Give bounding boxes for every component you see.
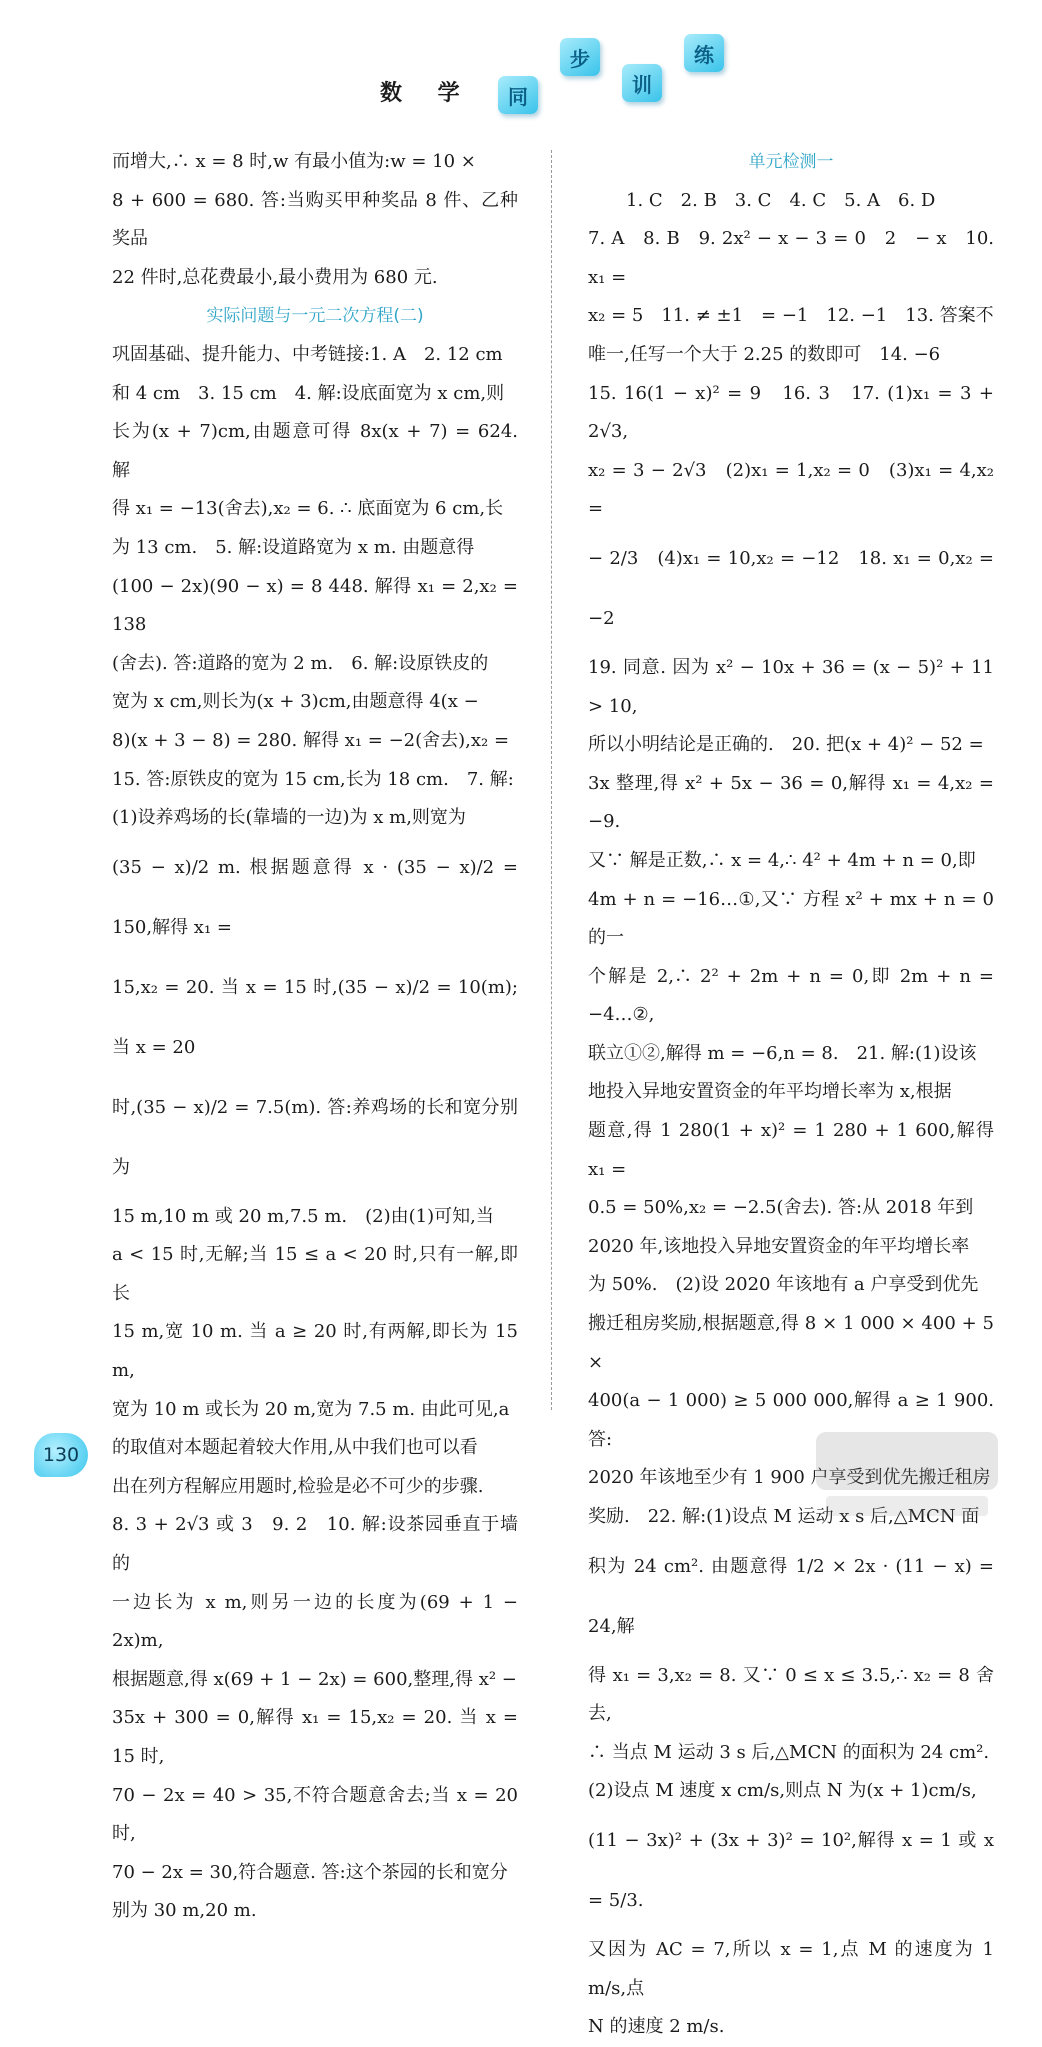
text-line: 个解是 2,∴ 2² + 2m + n = 0,即 2m + n = −4…②, xyxy=(588,965,1000,1026)
left-column xyxy=(112,143,536,1931)
text-line: x₂ = 3 − 2√3 (2)x₁ = 1,x₂ = 0 (3)x₁ = 4,x₂ = xyxy=(588,459,1000,520)
text-line: 15 m,10 m 或 20 m,7.5 m. (2)由(1)可知,当 xyxy=(112,1205,494,1227)
text-line: ∴ 当点 M 运动 3 s 后,△MCN 的面积为 24 cm². xyxy=(588,1741,990,1763)
text-line: 奖励. 22. 解:(1)设点 M 运动 x s 后,△MCN 面 xyxy=(588,1506,980,1527)
text-line: 400(a − 1 000) ≥ 5 000 000,解得 a ≥ 1 900. 答: xyxy=(588,1390,1000,1450)
text-line: 出在列方程解应用题时,检验是必不可少的步骤. xyxy=(112,1475,484,1497)
text-line: 唯一,任写一个大于 2.25 的数即可 14. −6 xyxy=(588,343,941,365)
text-line: 联立①②,解得 m = −6,n = 8. 21. 解:(1)设该 xyxy=(588,1042,977,1064)
page-number: 130 xyxy=(34,1433,88,1477)
text-line: 为 13 cm. 5. 解:设道路宽为 x m. 由题意得 xyxy=(112,536,475,558)
text-line: 19. 同意. 因为 x² − 10x + 36 = (x − 5)² + 11 > 10, xyxy=(588,656,1000,717)
text-line: x₂ = 5 11. ≠ ±1 = −1 12. −1 13. 答案不 xyxy=(588,305,994,327)
watermark-logo xyxy=(812,1426,1002,1522)
right-column xyxy=(588,143,1000,2047)
text-line: 一边长为 x m,则另一边的长度为(69 + 1 − 2x)m, xyxy=(112,1591,524,1652)
section-title: 实际问题与一元二次方程(二) xyxy=(206,306,424,327)
text-line: 得 x₁ = −13(舍去),x₂ = 6. ∴ 底面宽为 6 cm,长 xyxy=(112,498,504,520)
text-line: 1. C 2. B 3. C 4. C 5. A 6. D xyxy=(626,189,936,211)
text-line: (11 − 3x)² + (3x + 3)² = 10²,解得 x = 1 或 x = 5/3. xyxy=(588,1829,1000,1911)
text-line: (100 − 2x)(90 − x) = 8 448. 解得 x₁ = 2,x₂ = 138 xyxy=(112,575,524,636)
text-line: 70 − 2x = 40 > 35,不符合题意舍去;当 x = 20 时, xyxy=(112,1784,524,1845)
text-line: 宽为 x cm,则长为(x + 3)cm,由题意得 4(x − xyxy=(112,691,479,713)
text-line: − 2/3 (4)x₁ = 10,x₂ = −12 18. x₁ = 0,x₂ = −2 xyxy=(588,547,1000,629)
section-title: 单元检测一 xyxy=(748,152,834,172)
text-line: N 的速度 2 m/s. xyxy=(588,2016,725,2038)
tile-xun: 训 xyxy=(622,64,662,102)
text-line: 地投入异地安置资金的年平均增长率为 x,根据 xyxy=(588,1081,952,1103)
tile-lian: 练 xyxy=(684,34,724,72)
text-line: 8. 3 + 2√3 或 3 9. 2 10. 解:设茶园垂直于墙的 xyxy=(112,1514,518,1575)
text-line: 4m + n = −16…①,又∵ 方程 x² + mx + n = 0 的一 xyxy=(588,888,1000,949)
text-line: 又∵ 解是正数,∴ x = 4,∴ 4² + 4m + n = 0,即 xyxy=(588,849,976,871)
text-line: 3x 整理,得 x² + 5x − 36 = 0,解得 x₁ = 4,x₂ = −9. xyxy=(588,772,1000,833)
text-line: 长为(x + 7)cm,由题意可得 8x(x + 7) = 624. 解 xyxy=(112,421,536,481)
text-line: (2)设点 M 速度 x cm/s,则点 N 为(x + 1)cm/s, xyxy=(588,1780,977,1802)
text-line: 15 m,宽 10 m. 当 a ≥ 20 时,有两解,即长为 15 m, xyxy=(112,1321,524,1382)
text-line: 8 + 600 = 680. 答:当购买甲种奖品 8 件、乙种奖品 xyxy=(112,189,518,250)
text-line: 15. 答:原铁皮的宽为 15 cm,长为 18 cm. 7. 解: xyxy=(112,768,514,790)
tile-bu: 步 xyxy=(560,38,600,76)
text-line: 2020 年该地至少有 1 900 户享受到优先搬迁租房 xyxy=(588,1467,991,1489)
text-line: 15. 16(1 − x)² = 9 16. 3 17. (1)x₁ = 3 + 2√3, xyxy=(588,382,1000,443)
text-line: 得 x₁ = 3,x₂ = 8. 又∵ 0 ≤ x ≤ 3.5,∴ x₂ = 8 舍去, xyxy=(588,1664,994,1725)
text-line: 为 50%. (2)设 2020 年该地有 a 户享受到优先 xyxy=(588,1274,979,1296)
text-line: 和 4 cm 3. 15 cm 4. 解:设底面宽为 x cm,则 xyxy=(112,382,505,404)
text-line: 15,x₂ = 20. 当 x = 15 时,(35 − x)/2 = 10(m);当 x = 20 xyxy=(112,976,518,1058)
subject-title: 数 学 xyxy=(380,80,474,106)
text-line: 而增大,∴ x = 8 时,w 有最小值为:w = 10 × xyxy=(112,151,476,172)
text-line: 根据题意,得 x(69 + 1 − 2x) = 600,整理,得 x² − xyxy=(112,1668,517,1690)
text-line: 别为 30 m,20 m. xyxy=(112,1900,257,1922)
text-line: (舍去). 答:道路的宽为 2 m. 6. 解:设原铁皮的 xyxy=(112,652,489,674)
text-line: 又因为 AC = 7,所以 x = 1,点 M 的速度为 1 m/s,点 xyxy=(588,1938,1000,1999)
text-line: 宽为 10 m 或长为 20 m,宽为 7.5 m. 由此可见,a xyxy=(112,1398,510,1420)
text-line: 巩固基础、提升能力、中考链接:1. A 2. 12 cm xyxy=(112,343,503,365)
text-line: 题意,得 1 280(1 + x)² = 1 280 + 1 600,解得 x₁ = xyxy=(588,1120,1000,1180)
text-line: 35x + 300 = 0,解得 x₁ = 15,x₂ = 20. 当 x = 15 时, xyxy=(112,1707,524,1767)
tile-tong: 同 xyxy=(498,76,538,114)
text-line: (1)设养鸡场的长(靠墙的一边)为 x m,则宽为 xyxy=(112,807,466,829)
text-line: 22 件时,总花费最小,最小费用为 680 元. xyxy=(112,266,438,288)
text-line: 的取值对本题起着较大作用,从中我们也可以看 xyxy=(112,1437,478,1459)
text-line: 所以小明结论是正确的. 20. 把(x + 4)² − 52 = xyxy=(588,734,984,756)
text-line: (35 − x)/2 m. 根据题意得 x · (35 − x)/2 = 150,解得 x₁ = xyxy=(112,856,524,938)
text-line: 0.5 = 50%,x₂ = −2.5(舍去). 答:从 2018 年到 xyxy=(588,1197,974,1219)
text-line: 7. A 8. B 9. 2x² − x − 3 = 0 2 − x 10. x₁ = xyxy=(588,228,1000,288)
column-divider xyxy=(551,150,552,1410)
text-line: 搬迁租房奖励,根据题意,得 8 × 1 000 × 400 + 5 × xyxy=(588,1313,1000,1373)
text-line: 2020 年,该地投入异地安置资金的年平均增长率 xyxy=(588,1235,970,1257)
text-line: 积为 24 cm². 由题意得 1/2 × 2x · (11 − x) = 24,解 xyxy=(588,1555,1000,1637)
text-line: a < 15 时,无解;当 15 ≤ a < 20 时,只有一解,即长 xyxy=(112,1244,518,1304)
text-line: 时,(35 − x)/2 = 7.5(m). 答:养鸡场的长和宽分别为 xyxy=(112,1096,518,1178)
text-line: 70 − 2x = 30,符合题意. 答:这个茶园的长和宽分 xyxy=(112,1861,508,1883)
text-line: 8)(x + 3 − 8) = 280. 解得 x₁ = −2(舍去),x₂ = xyxy=(112,729,510,751)
page-header xyxy=(0,30,1042,120)
